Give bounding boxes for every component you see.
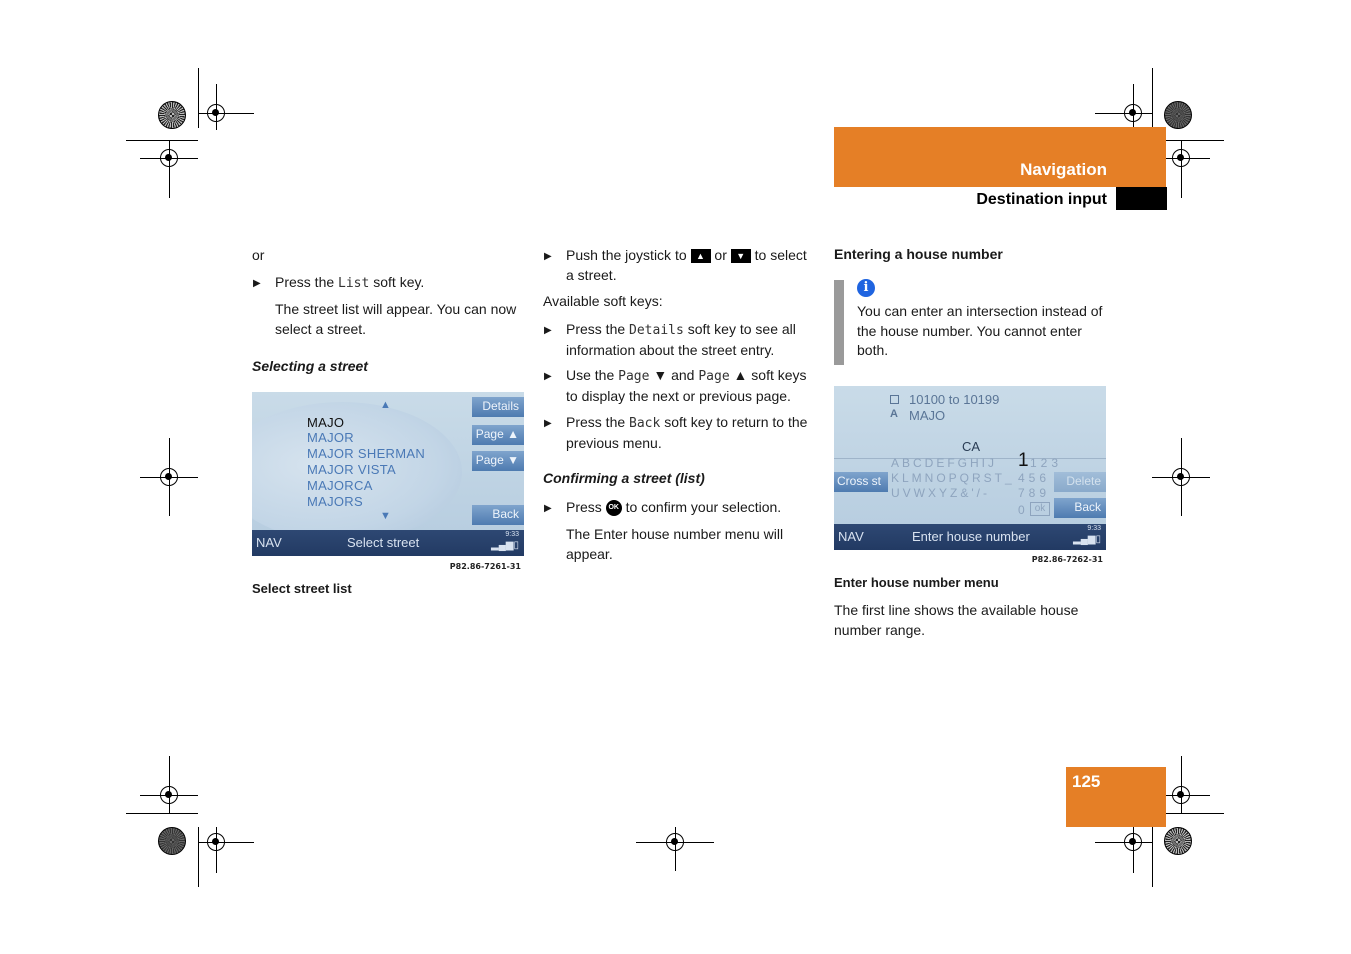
softkey-label: Page	[618, 369, 650, 384]
figure-caption: Enter house number menu	[834, 575, 999, 590]
paragraph: The first line shows the available house number range.	[834, 602, 1079, 638]
letter-row: ABCDEFGHIJ	[891, 456, 998, 470]
digit-row: 789	[1018, 486, 1051, 500]
or-text: or	[252, 247, 265, 263]
subsection-title: Destination input	[976, 191, 1107, 208]
list-item: MAJO	[307, 415, 345, 430]
subsection-marker	[1116, 187, 1167, 210]
subheading: Confirming a street (list)	[543, 470, 705, 486]
info-icon: i	[857, 279, 875, 297]
bullet-details: ▶ Press the Details soft key to see all information about the street entry.	[566, 320, 818, 360]
cross-st-softkey: Cross st	[834, 472, 888, 492]
back-softkey: Back	[1054, 498, 1106, 518]
softkey-label: Back	[629, 416, 661, 431]
bullet-confirm: ▶ Press OK to confirm your selection.	[566, 498, 818, 518]
status-bar	[834, 524, 1106, 550]
street-name: MAJO	[909, 408, 946, 423]
bullet-joystick: ▶ Push the joystick to ▲ or ▼ to select a street.	[566, 246, 816, 285]
house-number-range: 10100 to 10199	[909, 392, 1000, 407]
section-title: Navigation	[1020, 160, 1107, 179]
status-time: 9:33	[505, 531, 519, 538]
digit-row: 456	[1018, 471, 1051, 485]
paragraph: The Enter house number menu will appear.	[566, 526, 784, 562]
delete-softkey: Delete	[1054, 472, 1106, 492]
digit-row: 123	[1030, 456, 1063, 470]
registration-rosette	[158, 827, 186, 855]
registration-rosette	[1164, 101, 1192, 129]
status-nav: NAV	[838, 529, 864, 544]
select-street-screen	[252, 392, 524, 574]
subheading: Selecting a street	[252, 358, 368, 374]
city: CA	[962, 439, 981, 454]
status-bar	[252, 530, 524, 556]
page-down-softkey: Page ▼	[472, 451, 524, 471]
ok-button-icon: OK	[606, 500, 622, 516]
bullet-back: ▶ Press the Back soft key to return to the previous menu.	[566, 413, 818, 453]
up-arrow-icon: ▲	[733, 367, 748, 383]
bullet-page: ▶ Use the Page ▼ and Page ▲ soft keys to display the next or previous page.	[566, 366, 818, 406]
bullet-list-softkey: ▶ Press the List soft key.	[275, 273, 525, 294]
joystick-up-icon: ▲	[691, 249, 711, 263]
softkey-label: Page	[698, 369, 730, 384]
letter-row: KLMNOPQRST_	[891, 471, 1015, 485]
softkey-label: Details	[629, 323, 684, 338]
heading: Entering a house number	[834, 246, 1003, 262]
back-softkey: Back	[472, 505, 524, 525]
info-bar	[834, 280, 844, 365]
joystick-down-icon: ▼	[731, 249, 751, 263]
street-icon: A	[890, 408, 898, 420]
down-arrow-icon: ▼	[653, 367, 668, 383]
details-softkey: Details	[472, 397, 524, 417]
signal-icon: ▂▄▆▯	[1073, 534, 1101, 545]
house-number-icon	[890, 395, 899, 404]
section-header-bar	[834, 127, 1166, 187]
page-number: 125	[1072, 772, 1101, 791]
list-item: MAJORCA	[307, 478, 373, 493]
list-item: MAJOR VISTA	[307, 462, 397, 477]
paragraph: The street list will appear. You can now select a street.	[275, 301, 517, 337]
input-cursor: 1	[1018, 450, 1029, 471]
digit-zero: 0	[1018, 503, 1029, 517]
figure-code: P82.86-7262-31	[1031, 555, 1103, 564]
list-item: MAJOR SHERMAN	[307, 446, 426, 461]
status-title: Select street	[347, 535, 420, 550]
info-text: You can enter an intersection instead of the house number. You cannot enter both.	[857, 303, 1103, 358]
list-item: MAJORS	[307, 494, 363, 509]
page-up-softkey: Page ▲	[472, 425, 524, 445]
registration-rosette	[158, 101, 186, 129]
figure-caption: Select street list	[252, 581, 352, 596]
ok-key: ok	[1030, 502, 1050, 516]
scroll-up-icon: ▲	[380, 399, 391, 411]
signal-icon: ▂▄▆▯	[491, 540, 519, 551]
softkey-label: List	[338, 276, 370, 291]
letter-row: UVWXYZ&'/-	[891, 486, 990, 500]
registration-rosette	[1164, 827, 1192, 855]
scroll-down-icon: ▼	[380, 510, 391, 522]
figure-code: P82.86-7261-31	[449, 562, 521, 571]
enter-house-number-screen	[834, 386, 1106, 568]
status-time: 9:33	[1087, 525, 1101, 532]
status-nav: NAV	[256, 535, 282, 550]
status-title: Enter house number	[912, 529, 1030, 544]
list-item: MAJOR	[307, 430, 354, 445]
paragraph: Available soft keys:	[543, 293, 663, 309]
